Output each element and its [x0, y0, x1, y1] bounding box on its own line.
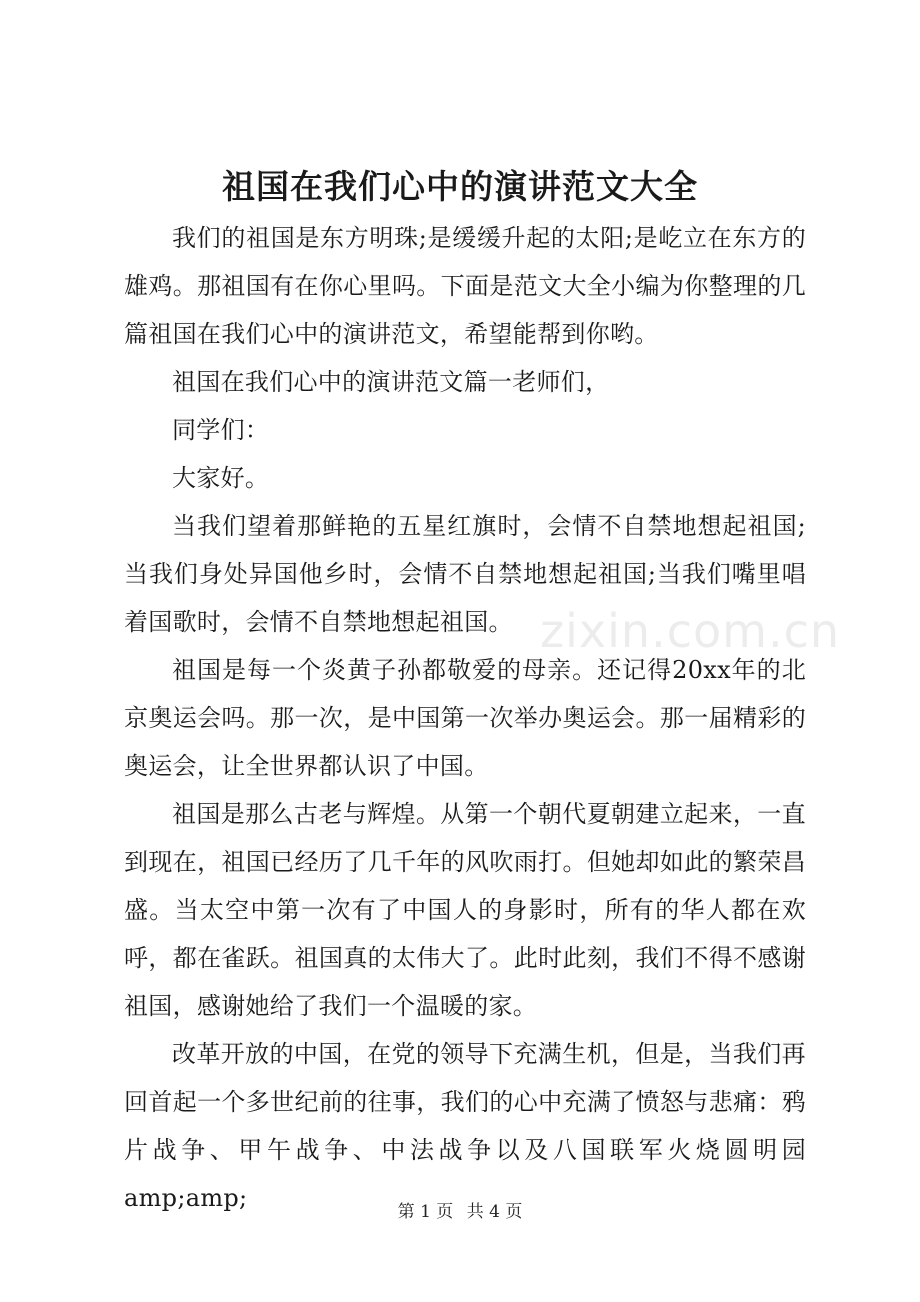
paragraph: 改革开放的中国，在党的领导下充满生机，但是，当我们再回首起一个多世纪前的往事，我们的心中充满了愤怒与悲痛：鸦片战争、甲午战争、中法战争以及八国联军火烧圆明园amp;amp; [124, 1040, 806, 1212]
watermark: zixin.com.cn [540, 604, 841, 658]
paragraph: 祖国在我们心中的演讲范文篇一老师们， [172, 368, 610, 396]
document-body [124, 214, 806, 1222]
paragraph: 同学们： [172, 416, 270, 444]
paragraph: 我们的祖国是东方明珠;是缓缓升起的太阳;是屹立在东方的雄鸡。那祖国有在你心里吗。下面是范文大全小编为你整理的几篇祖国在我们心中的演讲范文，希望能帮到你哟。 [124, 224, 806, 348]
paragraph: 当我们望着那鲜艳的五星红旗时，会情不自禁地想起祖国;当我们身处异国他乡时，会情不自禁地想起祖国;当我们嘴里唱着国歌时，会情不自禁地想起祖国。 [124, 512, 806, 636]
paragraph: 大家好。 [172, 464, 270, 492]
page-number: 第 1 页 [397, 1202, 454, 1222]
document-title: 祖国在我们心中的演讲范文大全 [222, 167, 698, 206]
page-footer [0, 1200, 920, 1224]
page-total: 共 4 页 [466, 1202, 523, 1222]
paragraph: 祖国是每一个炎黄子孙都敬爱的母亲。还记得20xx年的北京奥运会吗。那一次，是中国第一次举办奥运会。那一届精彩的奥运会，让全世界都认识了中国。 [124, 656, 806, 780]
paragraph: 祖国是那么古老与辉煌。从第一个朝代夏朝建立起来，一直到现在，祖国已经历了几千年的风吹雨打。但她却如此的繁荣昌盛。当太空中第一次有了中国人的身影时，所有的华人都在欢呼，都在雀跃。祖国真的太伟大了。此时此刻，我们不得不感谢祖国，感谢她给了我们一个温暖的家。 [124, 800, 806, 1020]
